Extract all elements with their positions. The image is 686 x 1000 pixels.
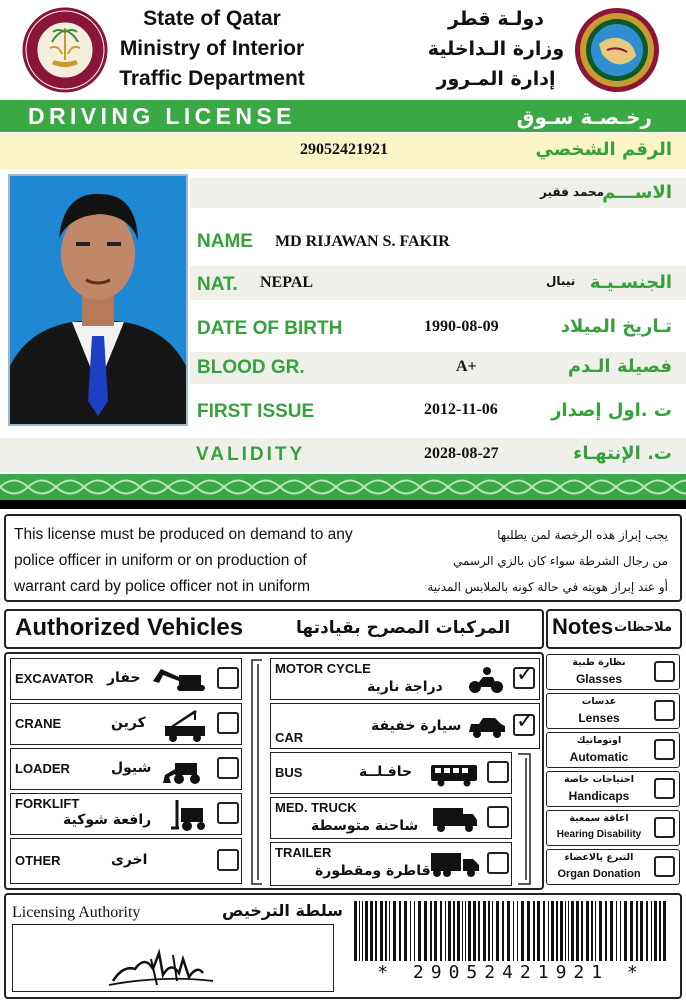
note-label-ar: نظارة طبية (572, 657, 626, 668)
barcode-bar (663, 901, 666, 961)
notes-title-ar: ملاحظات (614, 620, 672, 635)
validity-value: 2028-08-27 (424, 445, 499, 462)
truck-icon (431, 806, 479, 834)
name-ar-row (190, 178, 686, 208)
barcode-bar (465, 901, 466, 961)
vehicle-checkbox[interactable] (487, 806, 509, 828)
card-divider (0, 500, 686, 509)
note-label-en: Glasses (575, 672, 623, 686)
validity-label-ar: ت. الإنتهـاء (573, 443, 672, 464)
note-checkbox[interactable] (654, 700, 675, 721)
vehicle-label-en: EXCAVATOR (15, 671, 94, 686)
vehicle-label-en: BUS (275, 765, 303, 780)
vehicle-forklift (10, 793, 242, 835)
note-organ-donation (546, 849, 680, 885)
barcode-bar (507, 901, 510, 961)
vehicle-motorcycle (270, 658, 540, 700)
barcode-bar (354, 901, 357, 961)
notice-en-line-1: This license must be produced on demand to any (14, 526, 353, 543)
license-title-band (0, 100, 686, 132)
vehicle-checkbox[interactable] (217, 712, 239, 734)
vehicle-excavator (10, 658, 242, 700)
vehicle-checkbox[interactable] (217, 667, 239, 689)
vehicle-label-ar: حافـلــة (359, 764, 413, 780)
loader-icon (161, 755, 211, 785)
barcode-bar (586, 901, 589, 961)
holder-name-value: MD RIJAWAN S. FAKIR (275, 233, 450, 250)
portrait-image (10, 176, 186, 424)
vehicle-checkbox-checked[interactable] (513, 708, 535, 736)
vehicle-checkbox[interactable] (487, 761, 509, 783)
barcode-bar (404, 901, 407, 961)
barcode-bar (393, 901, 396, 961)
vehicle-label-ar: رافعة شوكية (63, 812, 152, 828)
barcode-bar (560, 901, 563, 961)
vehicle-label-en: TRAILER (275, 845, 332, 860)
vehicle-checkbox[interactable] (487, 852, 509, 874)
vehicles-panel (4, 652, 544, 890)
barcode-bar (568, 901, 569, 961)
vehicle-checkbox-checked[interactable] (513, 661, 535, 689)
car-icon (467, 714, 507, 740)
barcode-bar (551, 901, 554, 961)
bracket-icon (246, 658, 268, 886)
notes-header (546, 609, 682, 649)
note-hearing-disability (546, 810, 680, 846)
validity-label-en: VALIDITY (196, 444, 306, 465)
dob-row (190, 312, 686, 346)
barcode-bar (591, 901, 593, 961)
barcode-bar (565, 901, 566, 961)
barcode-bar (385, 901, 387, 961)
barcode-bar (651, 901, 652, 961)
vehicle-medium-truck (270, 797, 512, 839)
header-arabic (410, 4, 582, 94)
vehicle-checkbox[interactable] (217, 849, 239, 871)
barcode-bar (513, 901, 514, 961)
licensing-authority-label: Licensing Authority (12, 904, 141, 921)
trailer-icon (429, 851, 481, 879)
barcode-bar (517, 901, 518, 961)
barcode-bar (599, 901, 602, 961)
barcode-bar (610, 901, 613, 961)
barcode-bar (424, 901, 427, 961)
vehicle-trailer (270, 842, 512, 886)
notice-en-line-2: police officer in uniform or on production of (14, 552, 307, 569)
wave-pattern-icon (0, 474, 686, 500)
vehicle-label-en: FORKLIFT (15, 796, 80, 811)
barcode-bar (362, 901, 363, 961)
note-label-en: Hearing Disability (556, 829, 642, 840)
note-handicaps (546, 771, 680, 807)
notice-ar-line-2: من رجال الشرطة سواء كان بالزي الرسمي (452, 554, 668, 568)
barcode-bar (375, 901, 377, 961)
barcode-bar (414, 901, 415, 961)
barcode-bar (389, 901, 390, 961)
barcode-bar (380, 901, 383, 961)
vehicle-label-ar: شاحنة متوسطة (311, 818, 419, 834)
barcode-bar (581, 901, 583, 961)
vehicle-label-ar: دراجة نارية (367, 679, 443, 695)
vehicle-label-en: MED. TRUCK (275, 800, 357, 815)
decorative-pattern-band (0, 474, 686, 500)
barcode-bar (533, 901, 535, 961)
vehicle-loader (10, 748, 242, 790)
barcode-bar (646, 901, 648, 961)
note-checkbox[interactable] (654, 739, 675, 760)
barcode-bar (502, 901, 504, 961)
first-issue-row (190, 396, 686, 428)
vehicle-label-ar: سيارة خفيفة (371, 718, 462, 734)
header-en-line-1: State of Qatar (143, 7, 281, 30)
name-label-en: NAME (197, 231, 253, 252)
barcode-bar (527, 901, 530, 961)
barcode-bar (595, 901, 596, 961)
barcode-bar (492, 901, 493, 961)
barcode-bar (605, 901, 607, 961)
holder-photo (8, 174, 188, 426)
barcode-bar (616, 901, 617, 961)
notes-title: Notes (552, 614, 614, 639)
barcode-bar (457, 901, 460, 961)
notice-ar-line-1: يجب إبراز هذه الرخصة لمن يطلبها (497, 528, 668, 542)
barcode-bar (473, 901, 476, 961)
note-label-en: Lenses (578, 711, 620, 725)
barcode-bar (430, 901, 432, 961)
barcode-image (352, 901, 670, 961)
authorized-vehicles-header (4, 609, 544, 649)
nationality-label-en: NAT. (197, 274, 238, 295)
note-label-ar: التبرع بالاعضاء (564, 852, 634, 863)
license-header (0, 0, 686, 100)
barcode-bar (630, 901, 633, 961)
first-issue-label-en: FIRST ISSUE (197, 401, 315, 422)
barcode-bar (483, 901, 486, 961)
header-ar-line-3: إدارة المـرور (436, 68, 556, 90)
note-label-ar: اعاقة سمعية (569, 813, 629, 824)
nationality-value: NEPAL (260, 274, 314, 291)
note-checkbox[interactable] (654, 661, 675, 682)
barcode-bar (640, 901, 643, 961)
barcode-bar (468, 901, 471, 961)
vehicle-label-ar: اخرى (111, 852, 148, 868)
motorcycle-icon (467, 665, 505, 695)
barcode-bar (548, 901, 549, 961)
note-glasses (546, 654, 680, 690)
header-english (100, 4, 324, 94)
nationality-value-ar: نيبال (546, 274, 576, 288)
barcode-bar (488, 901, 490, 961)
barcode-bar (359, 901, 360, 961)
barcode-bar (659, 901, 661, 961)
notice-english (14, 522, 414, 600)
barcode-bar (556, 901, 558, 961)
barcode-bar (496, 901, 499, 961)
notice-box (4, 514, 682, 602)
vehicle-label-ar: كرين (111, 715, 146, 731)
barcode-bar (453, 901, 455, 961)
barcode-bar (543, 901, 545, 961)
vehicle-label-en: MOTOR CYCLE (275, 661, 371, 676)
note-automatic (546, 732, 680, 768)
nationality-label-ar: الجنسـيـة (589, 272, 672, 293)
barcode-bar (654, 901, 657, 961)
dob-value: 1990-08-09 (424, 318, 499, 335)
header-ar-line-1: دولـة قطر (447, 8, 545, 30)
bus-icon (429, 763, 479, 787)
signature-image (13, 925, 333, 991)
licensing-authority-label-ar: سلطة الترخيص (222, 901, 343, 920)
bracket-icon (514, 752, 540, 886)
license-back (0, 509, 686, 1000)
authorized-vehicles-title: Authorized Vehicles (15, 614, 244, 641)
blood-group-row (190, 352, 686, 384)
barcode-bar (370, 901, 373, 961)
note-label-ar: احتياجات خاصة (563, 774, 635, 785)
vehicle-bus (270, 752, 512, 794)
vehicle-checkbox[interactable] (217, 802, 239, 824)
moi-seal-icon (22, 4, 108, 96)
barcode-bar (462, 901, 463, 961)
dob-label-ar: تـاريخ الميلاد (560, 316, 672, 337)
vehicle-label-en: CAR (275, 730, 304, 745)
excavator-icon (149, 667, 209, 693)
note-label-ar: عدسات (581, 696, 617, 707)
barcode-number: * 29052421921 * (377, 962, 645, 983)
forklift-icon (167, 798, 211, 832)
vehicle-checkbox[interactable] (217, 757, 239, 779)
check-mark-icon: ✓ (516, 708, 535, 733)
vehicle-label-en: CRANE (15, 716, 62, 731)
barcode-bar (365, 901, 368, 961)
note-label-en: Automatic (569, 750, 629, 764)
check-mark-icon: ✓ (516, 661, 535, 686)
barcode-bar (448, 901, 451, 961)
barcode-bar (399, 901, 401, 961)
personal-id-row (0, 133, 686, 169)
name-label-ar: الاســـم (602, 182, 672, 203)
notice-en-line-3: warrant card by police officer not in uniform (14, 578, 311, 595)
barcode-bar (445, 901, 446, 961)
vehicle-car (270, 703, 540, 749)
blood-group-label-en: BLOOD GR. (197, 357, 305, 378)
note-lenses (546, 693, 680, 729)
authorized-vehicles-title-ar: المركبات المصرح بقيادتها (296, 618, 511, 638)
validity-row (0, 438, 686, 472)
blood-group-value: A+ (456, 358, 477, 375)
barcode-bar (576, 901, 579, 961)
nationality-row (190, 266, 686, 300)
barcode-bar (624, 901, 627, 961)
barcode-bar (440, 901, 442, 961)
barcode-bar (521, 901, 524, 961)
barcode-bar (636, 901, 638, 961)
barcode-bar (537, 901, 540, 961)
personal-id-value: 29052421921 (300, 141, 388, 158)
note-checkbox[interactable] (654, 856, 675, 877)
barcode-bar (620, 901, 621, 961)
vehicle-crane (10, 703, 242, 745)
notice-ar-line-3: أو عند إبراز هويته في حالة كونه بالملابس المدنية (427, 580, 668, 594)
note-label-ar: اوتوماتيك (576, 735, 622, 746)
vehicle-label-en: LOADER (15, 761, 70, 776)
notice-arabic (368, 522, 668, 600)
first-issue-value: 2012-11-06 (424, 401, 498, 418)
barcode-bar (418, 901, 421, 961)
header-en-line-2: Ministry of Interior (119, 37, 305, 60)
header-ar-line-2: وزارة الـداخلية (427, 38, 565, 60)
barcode-bar (410, 901, 411, 961)
gcc-emblem-icon (572, 4, 662, 96)
license-title-ar: رخـصـة سـوق (516, 105, 652, 129)
barcode-bar (434, 901, 437, 961)
barcode-bar (571, 901, 574, 961)
barcode-bar (478, 901, 480, 961)
vehicle-label-ar: حفار (107, 670, 141, 686)
license-title-en: DRIVING LICENSE (28, 103, 296, 129)
vehicle-label-ar: شيول (111, 760, 152, 776)
blood-group-label-ar: فصيلة الـدم (567, 356, 672, 377)
vehicle-label-ar: قاطرة ومقطورة (315, 863, 431, 879)
header-en-line-3: Traffic Department (119, 67, 305, 90)
vehicle-other (10, 838, 242, 884)
holder-name-ar: محمد فقير (540, 185, 605, 199)
note-label-en: Handicaps (568, 789, 630, 803)
name-row (190, 226, 686, 256)
note-checkbox[interactable] (654, 778, 675, 799)
dob-label-en: DATE OF BIRTH (197, 318, 343, 339)
vehicle-label-en: OTHER (15, 853, 61, 868)
signature-box (12, 924, 334, 992)
note-label-en: Organ Donation (557, 868, 641, 880)
personal-id-label-ar: الرقم الشخصي (535, 139, 672, 160)
note-checkbox[interactable] (654, 817, 675, 838)
crane-truck-icon (161, 708, 209, 742)
first-issue-label-ar: ت .اول إصدار (551, 400, 672, 421)
